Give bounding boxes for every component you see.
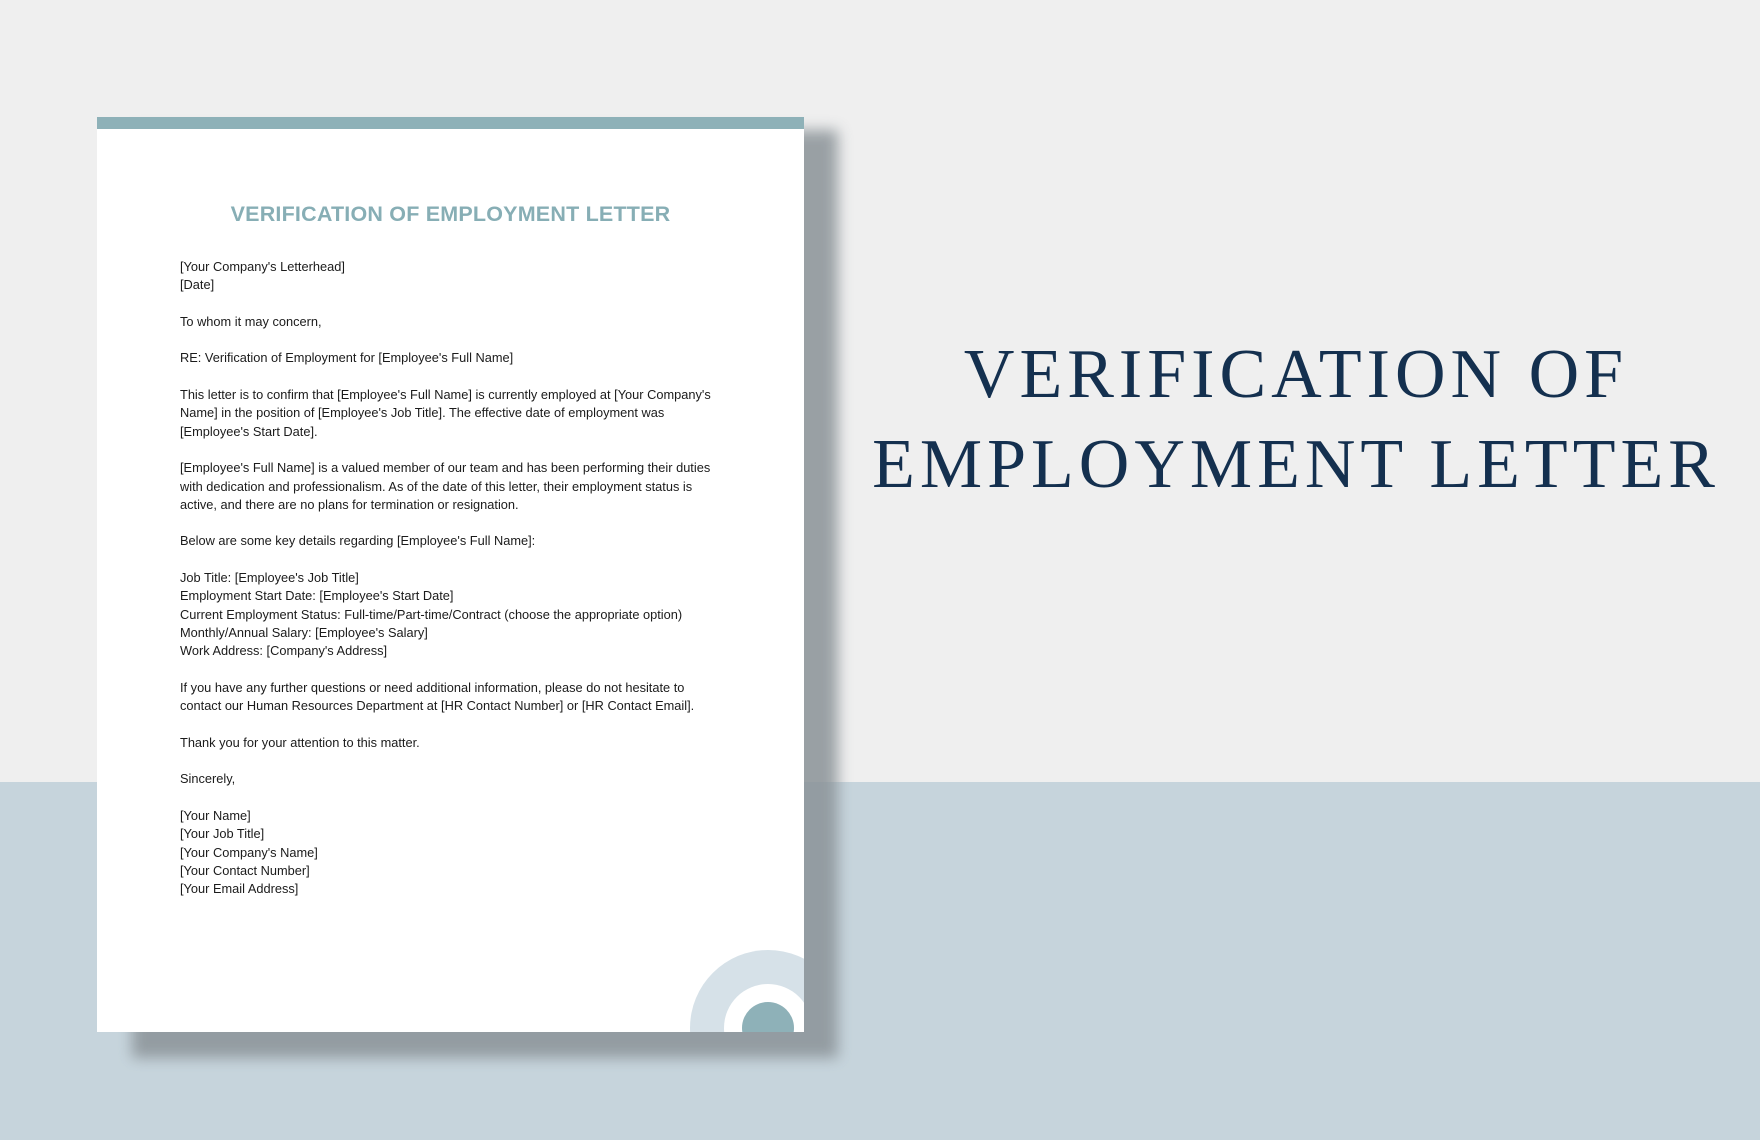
- detail-item: Current Employment Status: Full-time/Part-time/Contract (choose the appropriate option): [180, 606, 683, 622]
- corner-circle-decoration: [690, 950, 804, 1032]
- detail-item: Monthly/Annual Salary: [Employee's Salary]: [180, 624, 428, 640]
- detail-item: Work Address: [Company's Address]: [180, 643, 388, 659]
- date-placeholder: [Date]: [180, 277, 215, 293]
- detail-item: Employment Start Date: [Employee's Start Date]: [180, 588, 454, 604]
- signature-line: [Your Name]: [180, 807, 251, 823]
- signature-line: [Your Contact Number]: [180, 862, 310, 878]
- document-top-accent-bar: [97, 117, 804, 129]
- signature-line: [Your Company's Name]: [180, 844, 318, 860]
- letter-title: VERIFICATION OF EMPLOYMENT LETTER: [230, 202, 671, 226]
- letter-body: [180, 258, 740, 917]
- letterhead-placeholder: [Your Company's Letterhead]: [180, 259, 345, 274]
- hero-title-line-1: VERIFICATION OF: [963, 336, 1629, 413]
- paragraph-contact: If you have any further questions or need additional information, please do not hesitate to contact our Human Resources Department at [HR Contact Number] or [HR Contact Email].: [180, 679, 695, 714]
- letter-header-block: [180, 258, 740, 295]
- paragraph-confirmation: This letter is to confirm that [Employee's Full Name] is currently employed at [Your Company's Name] in the position of [Employee's Job Title]. The effective date of employment was [Employee's Start Date].: [180, 387, 711, 439]
- thanks-line: Thank you for your attention to this matter.: [180, 734, 420, 750]
- details-intro: Below are some key details regarding [Employee's Full Name]:: [180, 533, 536, 549]
- signature-line: [Your Email Address]: [180, 881, 299, 897]
- hero-title-line-2: EMPLOYMENT LETTER: [872, 426, 1720, 503]
- hero-title: [856, 330, 1736, 510]
- closing-line: Sincerely,: [180, 771, 236, 787]
- signature-block: [180, 807, 740, 898]
- details-list: [180, 569, 740, 660]
- re-line: RE: Verification of Employment for [Employee's Full Name]: [180, 350, 514, 366]
- signature-line: [Your Job Title]: [180, 826, 265, 842]
- salutation: To whom it may concern,: [180, 313, 322, 329]
- document-page: [97, 117, 804, 1032]
- paragraph-status: [Employee's Full Name] is a valued member of our team and has been performing their duties with dedication and professionalism. As of the date of this letter, their employment status is active, and there are no plans for termination or resignation.: [180, 460, 711, 512]
- detail-item: Job Title: [Employee's Job Title]: [180, 570, 359, 586]
